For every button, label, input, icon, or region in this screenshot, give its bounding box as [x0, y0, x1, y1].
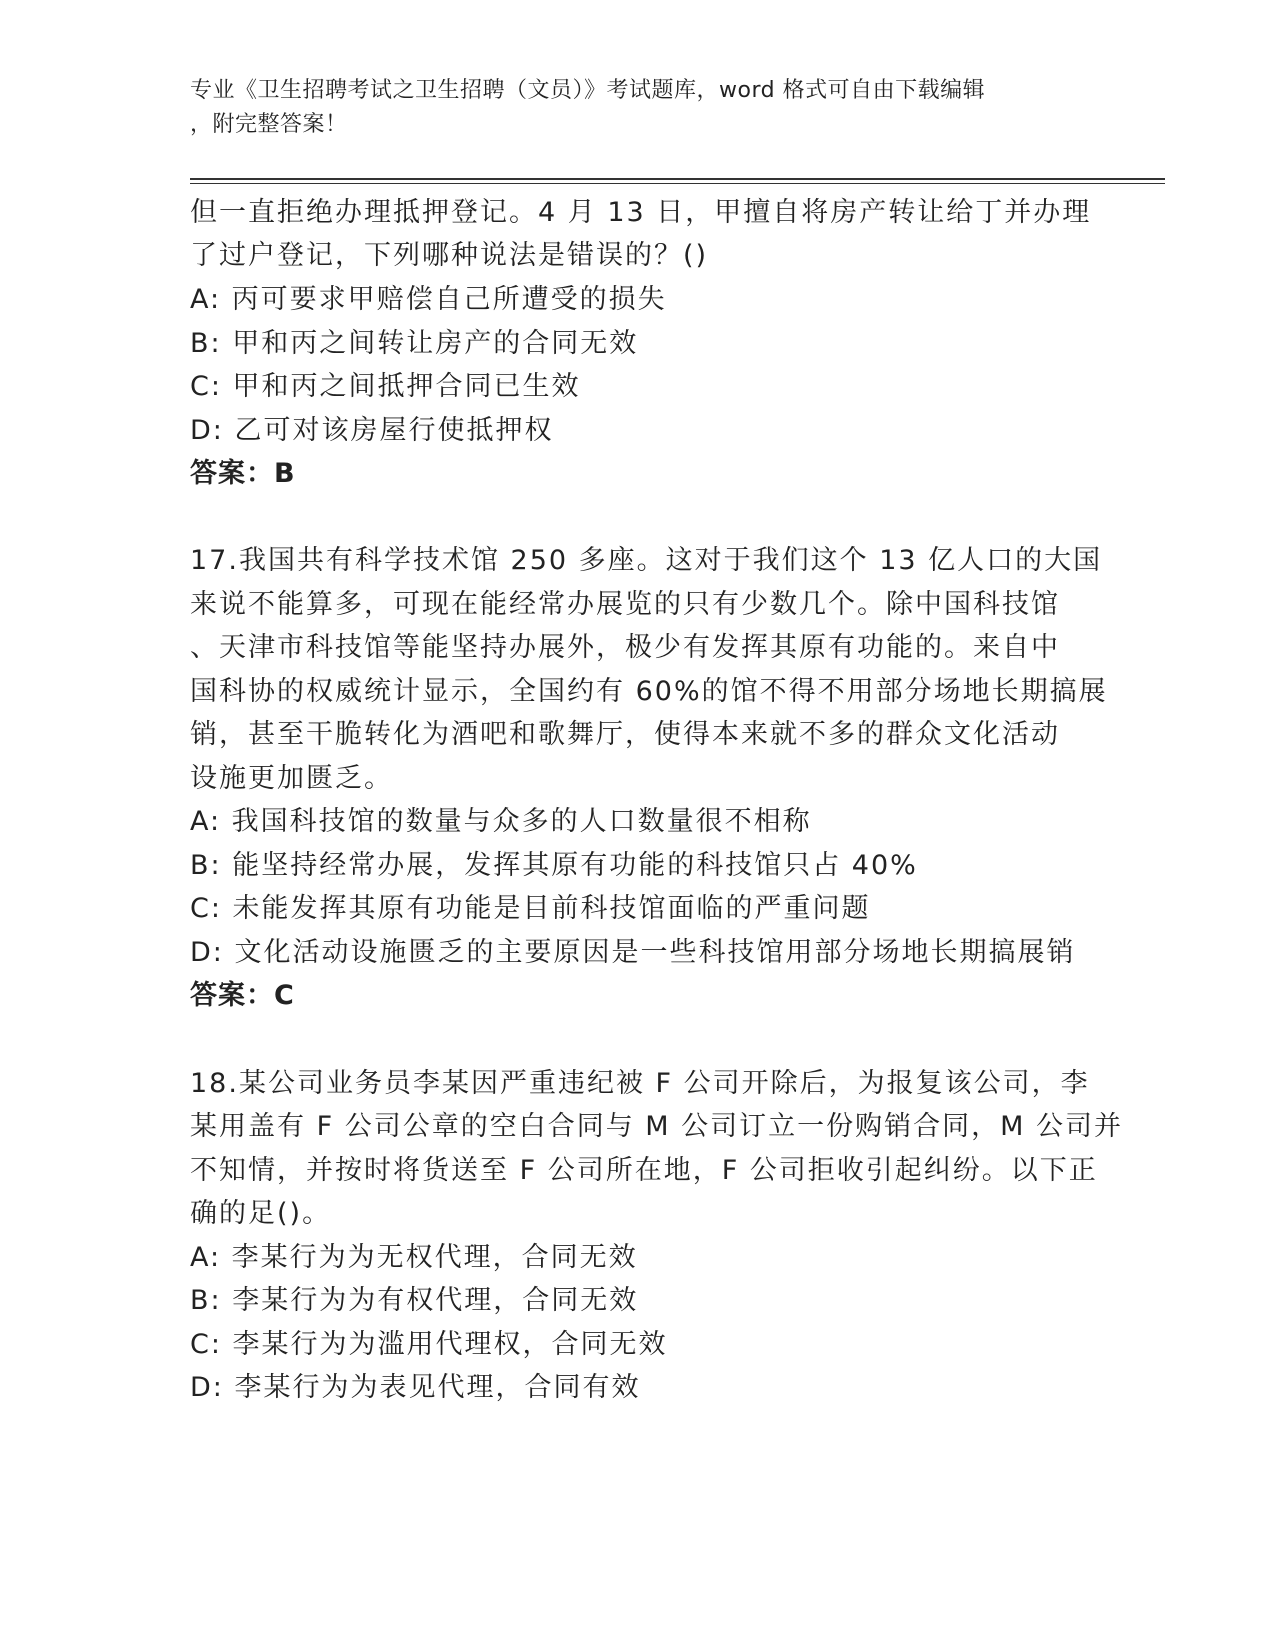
question-17-stem-line: 来说不能算多，可现在能经常办展览的只有少数几个。除中国科技馆: [190, 589, 1060, 620]
question-18-option-c: C: 李某行为为滥用代理权，合同无效: [190, 1329, 668, 1360]
header-divider: [190, 178, 1165, 180]
question-17-stem-line: 17.我国共有科学技术馆 250 多座。这对于我们这个 13 亿人口的大国: [190, 545, 1103, 576]
header-divider-thin: [190, 183, 1165, 184]
question-16-option-c: C: 甲和丙之间抵押合同已生效: [190, 371, 581, 402]
header-title-line-1: 专业《卫生招聘考试之卫生招聘（文员）》考试题库，word 格式可自由下载编辑: [190, 78, 986, 103]
question-18-stem-line: 确的足()。: [190, 1198, 332, 1229]
header-title-line-2: ，附完整答案！: [190, 112, 348, 137]
question-16-option-d: D: 乙可对该房屋行使抵押权: [190, 415, 554, 446]
question-17-stem-line: 、天津市科技馆等能坚持办展外，极少有发挥其原有功能的。来自中: [190, 632, 1060, 663]
question-17-option-b: B: 能坚持经常办展，发挥其原有功能的科技馆只占 40%: [190, 850, 918, 881]
question-16-option-b: B: 甲和丙之间转让房产的合同无效: [190, 328, 639, 359]
question-16-stem-line: 了过户登记，下列哪种说法是错误的？(): [190, 240, 709, 271]
question-18-option-a: A: 李某行为为无权代理，合同无效: [190, 1242, 638, 1273]
page-header: [190, 74, 1090, 142]
question-17-stem-line: 设施更加匮乏。: [190, 763, 393, 794]
question-16-answer: 答案：B: [190, 458, 296, 489]
question-16-option-a: A: 丙可要求甲赔偿自己所遭受的损失: [190, 284, 667, 315]
question-17-option-a: A: 我国科技馆的数量与众多的人口数量很不相称: [190, 806, 812, 837]
question-18-stem-line: 18.某公司业务员李某因严重违纪被 F 公司开除后，为报复该公司，李: [190, 1068, 1090, 1099]
question-18-option-d: D: 李某行为为表见代理，合同有效: [190, 1372, 641, 1403]
question-18-stem-line: 不知情，并按时将货送至 F 公司所在地，F 公司拒收引起纠纷。以下正: [190, 1155, 1098, 1186]
question-18-stem-line: 某用盖有 F 公司公章的空白合同与 M 公司订立一份购销合同，M 公司并: [190, 1111, 1124, 1142]
question-17-stem-line: 销，甚至干脆转化为酒吧和歌舞厅，使得本来就不多的群众文化活动: [190, 719, 1060, 750]
question-16-stem-line: 但一直拒绝办理抵押登记。4 月 13 日，甲擅自将房产转让给丁并办理: [190, 197, 1092, 228]
question-18-option-b: B: 李某行为为有权代理，合同无效: [190, 1285, 639, 1316]
question-17-stem-line: 国科协的权威统计显示，全国约有 60%的馆不得不用部分场地长期搞展: [190, 676, 1108, 707]
question-17-option-c: C: 未能发挥其原有功能是目前科技馆面临的严重问题: [190, 893, 871, 924]
question-17-option-d: D: 文化活动设施匮乏的主要原因是一些科技馆用部分场地长期搞展销: [190, 937, 1076, 968]
question-17-answer: 答案：C: [190, 980, 295, 1011]
